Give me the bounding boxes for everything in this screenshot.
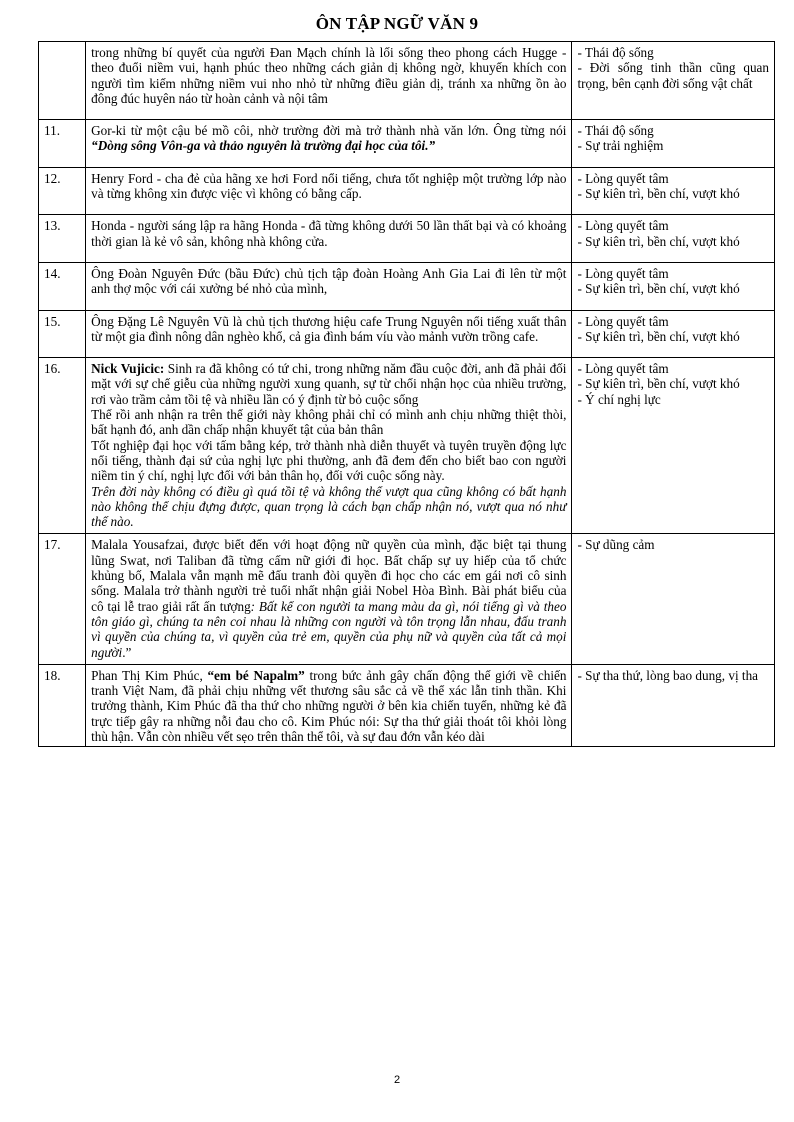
table-row — [39, 664, 775, 746]
table-row — [39, 262, 775, 310]
tag-item: - Sự kiên trì, bền chí, vượt khó — [577, 328, 740, 344]
person-name: Nick Vujicic: — [91, 361, 165, 377]
row-number: 16. — [39, 358, 86, 534]
table-row — [39, 215, 775, 263]
row-content — [86, 534, 572, 664]
table-row — [39, 534, 775, 664]
tag-item: - Thái độ sống — [577, 45, 654, 60]
row-tags — [572, 358, 775, 534]
content-paragraph: Tốt nghiệp đại học với tấm bằng kép, trở thành nhà diễn thuyết và tuyên truyền động lực nổi tiếng, thành đại sứ của nghị lực phi thường, anh đã đem đến cho biết bao con người niềm tin ý chí, nghị lực đối với bản thân họ, đối với cuộc sống này. — [91, 437, 567, 484]
page-title: ÔN TẬP NGỮ VĂN 9 — [315, 14, 479, 33]
tag-item: - Lòng quyết tâm — [577, 361, 669, 377]
row-tags — [572, 120, 775, 168]
review-table — [38, 41, 775, 747]
row-number: 15. — [39, 310, 86, 358]
row-tags — [572, 42, 775, 120]
tag-item: - Sự tha thứ, lòng bao dung, vị tha — [577, 667, 759, 683]
content-paragraph — [91, 361, 566, 407]
table-row — [39, 120, 775, 168]
tag-item: - Sự kiên trì, bền chí, vượt khó — [577, 186, 740, 202]
table-row — [39, 310, 775, 358]
row-tags — [572, 310, 775, 358]
row-content: Ông Đặng Lê Nguyên Vũ là chủ tịch thương hiệu cafe Trung Nguyên nổi tiếng xuất thân từ một gia đình nông dân nghèo khổ, cả gia đình bám víu vào mảnh vườn trồng cafe. — [86, 310, 572, 358]
content-paragraph: Thế rồi anh nhận ra trên thế giới này không phải chỉ có mình anh chịu những thiệt thòi, bất hạnh đó, anh dần chấp nhận khuyết tật của bản thân — [91, 407, 567, 438]
tag-item: - Thái độ sống — [577, 123, 654, 139]
content-text: .” — [122, 644, 132, 660]
row-content: trong những bí quyết của người Đan Mạch chính là lối sống theo phong cách Hugge - theo đuổi niềm vui, hạnh phúc theo những cách giản dị không ngờ, khuyến khích con người tìm kiếm những niềm vui nho nhỏ từ những điều giản dị, tránh xa những ồn ào đông đúc huyên náo từ hoàn cảnh và nội tâm — [86, 42, 572, 120]
row-content — [86, 664, 572, 746]
tag-item: - Sự kiên trì, bền chí, vượt khó — [577, 376, 740, 392]
table-row — [39, 358, 775, 534]
row-content — [86, 120, 572, 168]
page-number: 2 — [393, 1074, 401, 1086]
content-text: trong bức ảnh gây chấn động thế giới về chiến tranh Việt Nam, đã phải chịu những vết thương sâu sắc cả về thể xác lẫn tinh thần. Khi trưởng thành, Kim Phúc đã tha thứ cho những người ở bên kia chiến tuyến, những kẻ đã trực tiếp gây ra những nỗi đau cho cô. Kim Phúc nói: Sự tha thứ giải thoát tôi khỏi lòng thù hận. Vẫn còn nhiều vết sẹo trên thân thể tôi, và sự đau đớn vẫn kéo dài — [91, 667, 567, 744]
tag-item: - Sự dũng cảm — [577, 537, 655, 553]
tag-item: - Sự kiên trì, bền chí, vượt khó — [577, 233, 740, 249]
row-tags — [572, 215, 775, 263]
row-tags — [572, 664, 775, 746]
row-number: 13. — [39, 215, 86, 263]
row-number: 17. — [39, 534, 86, 664]
row-tags — [572, 262, 775, 310]
quote-text: “Dòng sông Vôn-ga và thảo nguyên là trường đại học của tôi.” — [91, 138, 436, 154]
row-content: Henry Ford - cha đẻ của hãng xe hơi Ford nổi tiếng, chưa tốt nghiệp một trường lớp nào và từng không xin được việc vì không có bằng cấp. — [86, 167, 572, 215]
row-content: Honda - người sáng lập ra hãng Honda - đã từng không dưới 50 lần thất bại và có khoảng thời gian là kẻ vô sản, không nhà không cửa. — [86, 215, 572, 263]
quote-text: Trên đời này không có điều gì quá tồi tệ và không thể vượt qua cũng không có bất hạnh nào không thể chịu đựng được, quan trọng là cách bạn chấp nhận nó, vượt qua nó như thế nào. — [91, 483, 567, 530]
content-text: Phan Thị Kim Phúc, — [91, 667, 208, 683]
row-number: 11. — [39, 120, 86, 168]
row-tags — [572, 167, 775, 215]
tag-item: - Sự trải nghiệm — [577, 138, 664, 154]
content-text: Sinh ra đã không có tứ chi, trong những năm đầu cuộc đời, anh đã phải đối mặt với sự chế giễu của những người xung quanh, sự từ chối nhận học của nhiều trường, rơi vào trầm cảm tồi tệ và nhiều lần có ý định từ bỏ cuộc sống — [91, 361, 567, 407]
content-text: Malala Yousafzai, được biết đến với hoạt động nữ quyền của mình, đặc biệt tại thung lũng Swat, nơi Taliban đã từng cấm nữ giới đi học. Bất chấp sự uy hiếp của tổ chức khủng bố, Malala vẫn mạnh mẽ đấu tranh đòi quyền đi học cho các em gái nơi cô sinh sống. Malala trở thành người trẻ tuổi nhất nhận giải Nobel Hòa Bình. Bài phát biểu của cô tại lễ trao giải rất ấn tượng — [91, 537, 567, 614]
row-content — [86, 358, 572, 534]
tag-item: - Lòng quyết tâm — [577, 265, 669, 281]
content-text: Gor-ki từ một cậu bé mồ côi, nhờ trường đời mà trở thành nhà văn lớn. Ông từng nói — [91, 123, 567, 139]
tag-item: - Đời sống tinh thần cũng quan trọng, bên cạnh đời sống vật chất — [577, 60, 769, 91]
row-content: Ông Đoàn Nguyên Đức (bầu Đức) chủ tịch tập đoàn Hoàng Anh Gia Lai đi lên từ một anh thợ mộc với cái xưởng bé nhỏ của mình, — [86, 262, 572, 310]
bold-text: “em bé Napalm” — [207, 667, 305, 683]
row-number: 18. — [39, 664, 86, 746]
row-number: 14. — [39, 262, 86, 310]
tag-item: - Sự kiên trì, bền chí, vượt khó — [577, 281, 740, 297]
row-tags — [572, 534, 775, 664]
tag-item: - Lòng quyết tâm — [577, 218, 669, 234]
quote-text: : Bất kể con người ta mang màu da gì, nói tiếng gì và theo tôn giáo gì, chúng ta nên coi nhau là những con người và tôn trọng lẫn nhau, đấu tranh vì quyền của chúng ta, vì quyền của trẻ em, quyền của phụ nữ và quyền của tất cả mọi người — [91, 598, 567, 660]
table-row — [39, 42, 775, 120]
row-number: 12. — [39, 167, 86, 215]
tag-item: - Lòng quyết tâm — [577, 313, 669, 329]
row-number — [39, 42, 86, 120]
table-row — [39, 167, 775, 215]
tag-item: - Ý chí nghị lực — [577, 391, 661, 407]
tag-item: - Lòng quyết tâm — [577, 170, 669, 186]
